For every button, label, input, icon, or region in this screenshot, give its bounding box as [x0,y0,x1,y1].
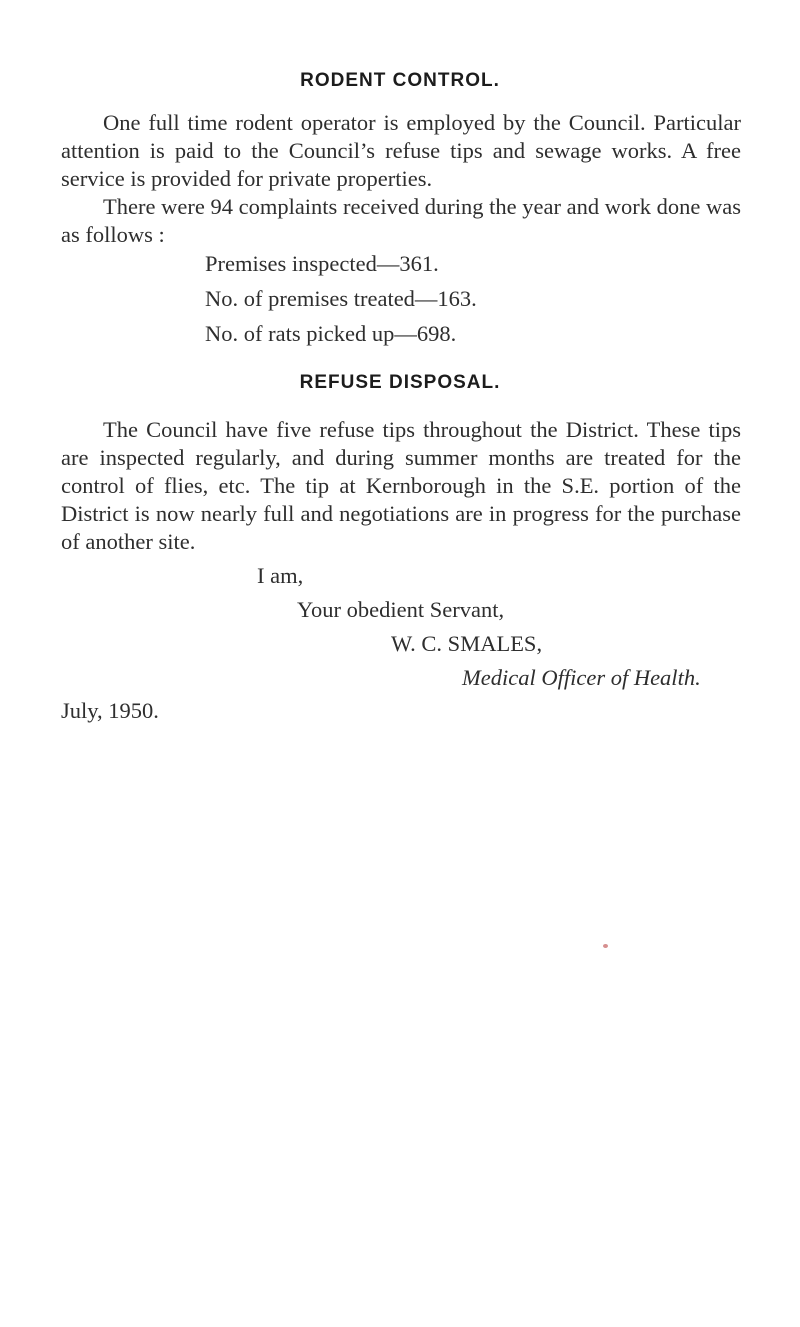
premises-inspected-item: Premises inspected—361. [205,251,439,276]
rodent-control-paragraph-2: There were 94 complaints received during the year and work done was as follows : [61,194,741,247]
refuse-disposal-paragraph: The Council have five refuse tips throughout the District. These tips are inspected regularly, and during summer months are treated for the control of flies, etc. The tip at Kernborough in the S.E. portion of the District is now nearly full and negotiations are in progress for the purchase of another site. [61,417,741,554]
closing-i-am: I am, [257,563,304,588]
refuse-disposal-heading: REFUSE DISPOSAL. [299,372,501,393]
premises-treated-item: No. of premises treated—163. [205,286,477,311]
signatory-title: Medical Officer of Health. [462,665,701,690]
rats-picked-up-item: No. of rats picked up—698. [205,321,457,346]
closing-obedient-servant: Your obedient Servant, [297,597,505,622]
report-date: July, 1950. [61,698,159,723]
signatory-name: W. C. SMALES, [391,631,543,656]
rodent-control-heading: RODENT CONTROL. [300,70,500,91]
rodent-control-paragraph-1: One full time rodent operator is employed by the Council. Particular attention is paid to the Council’s refuse tips and sewage works. A free service is provided for private properties. [61,110,741,191]
ink-speck [603,944,608,948]
